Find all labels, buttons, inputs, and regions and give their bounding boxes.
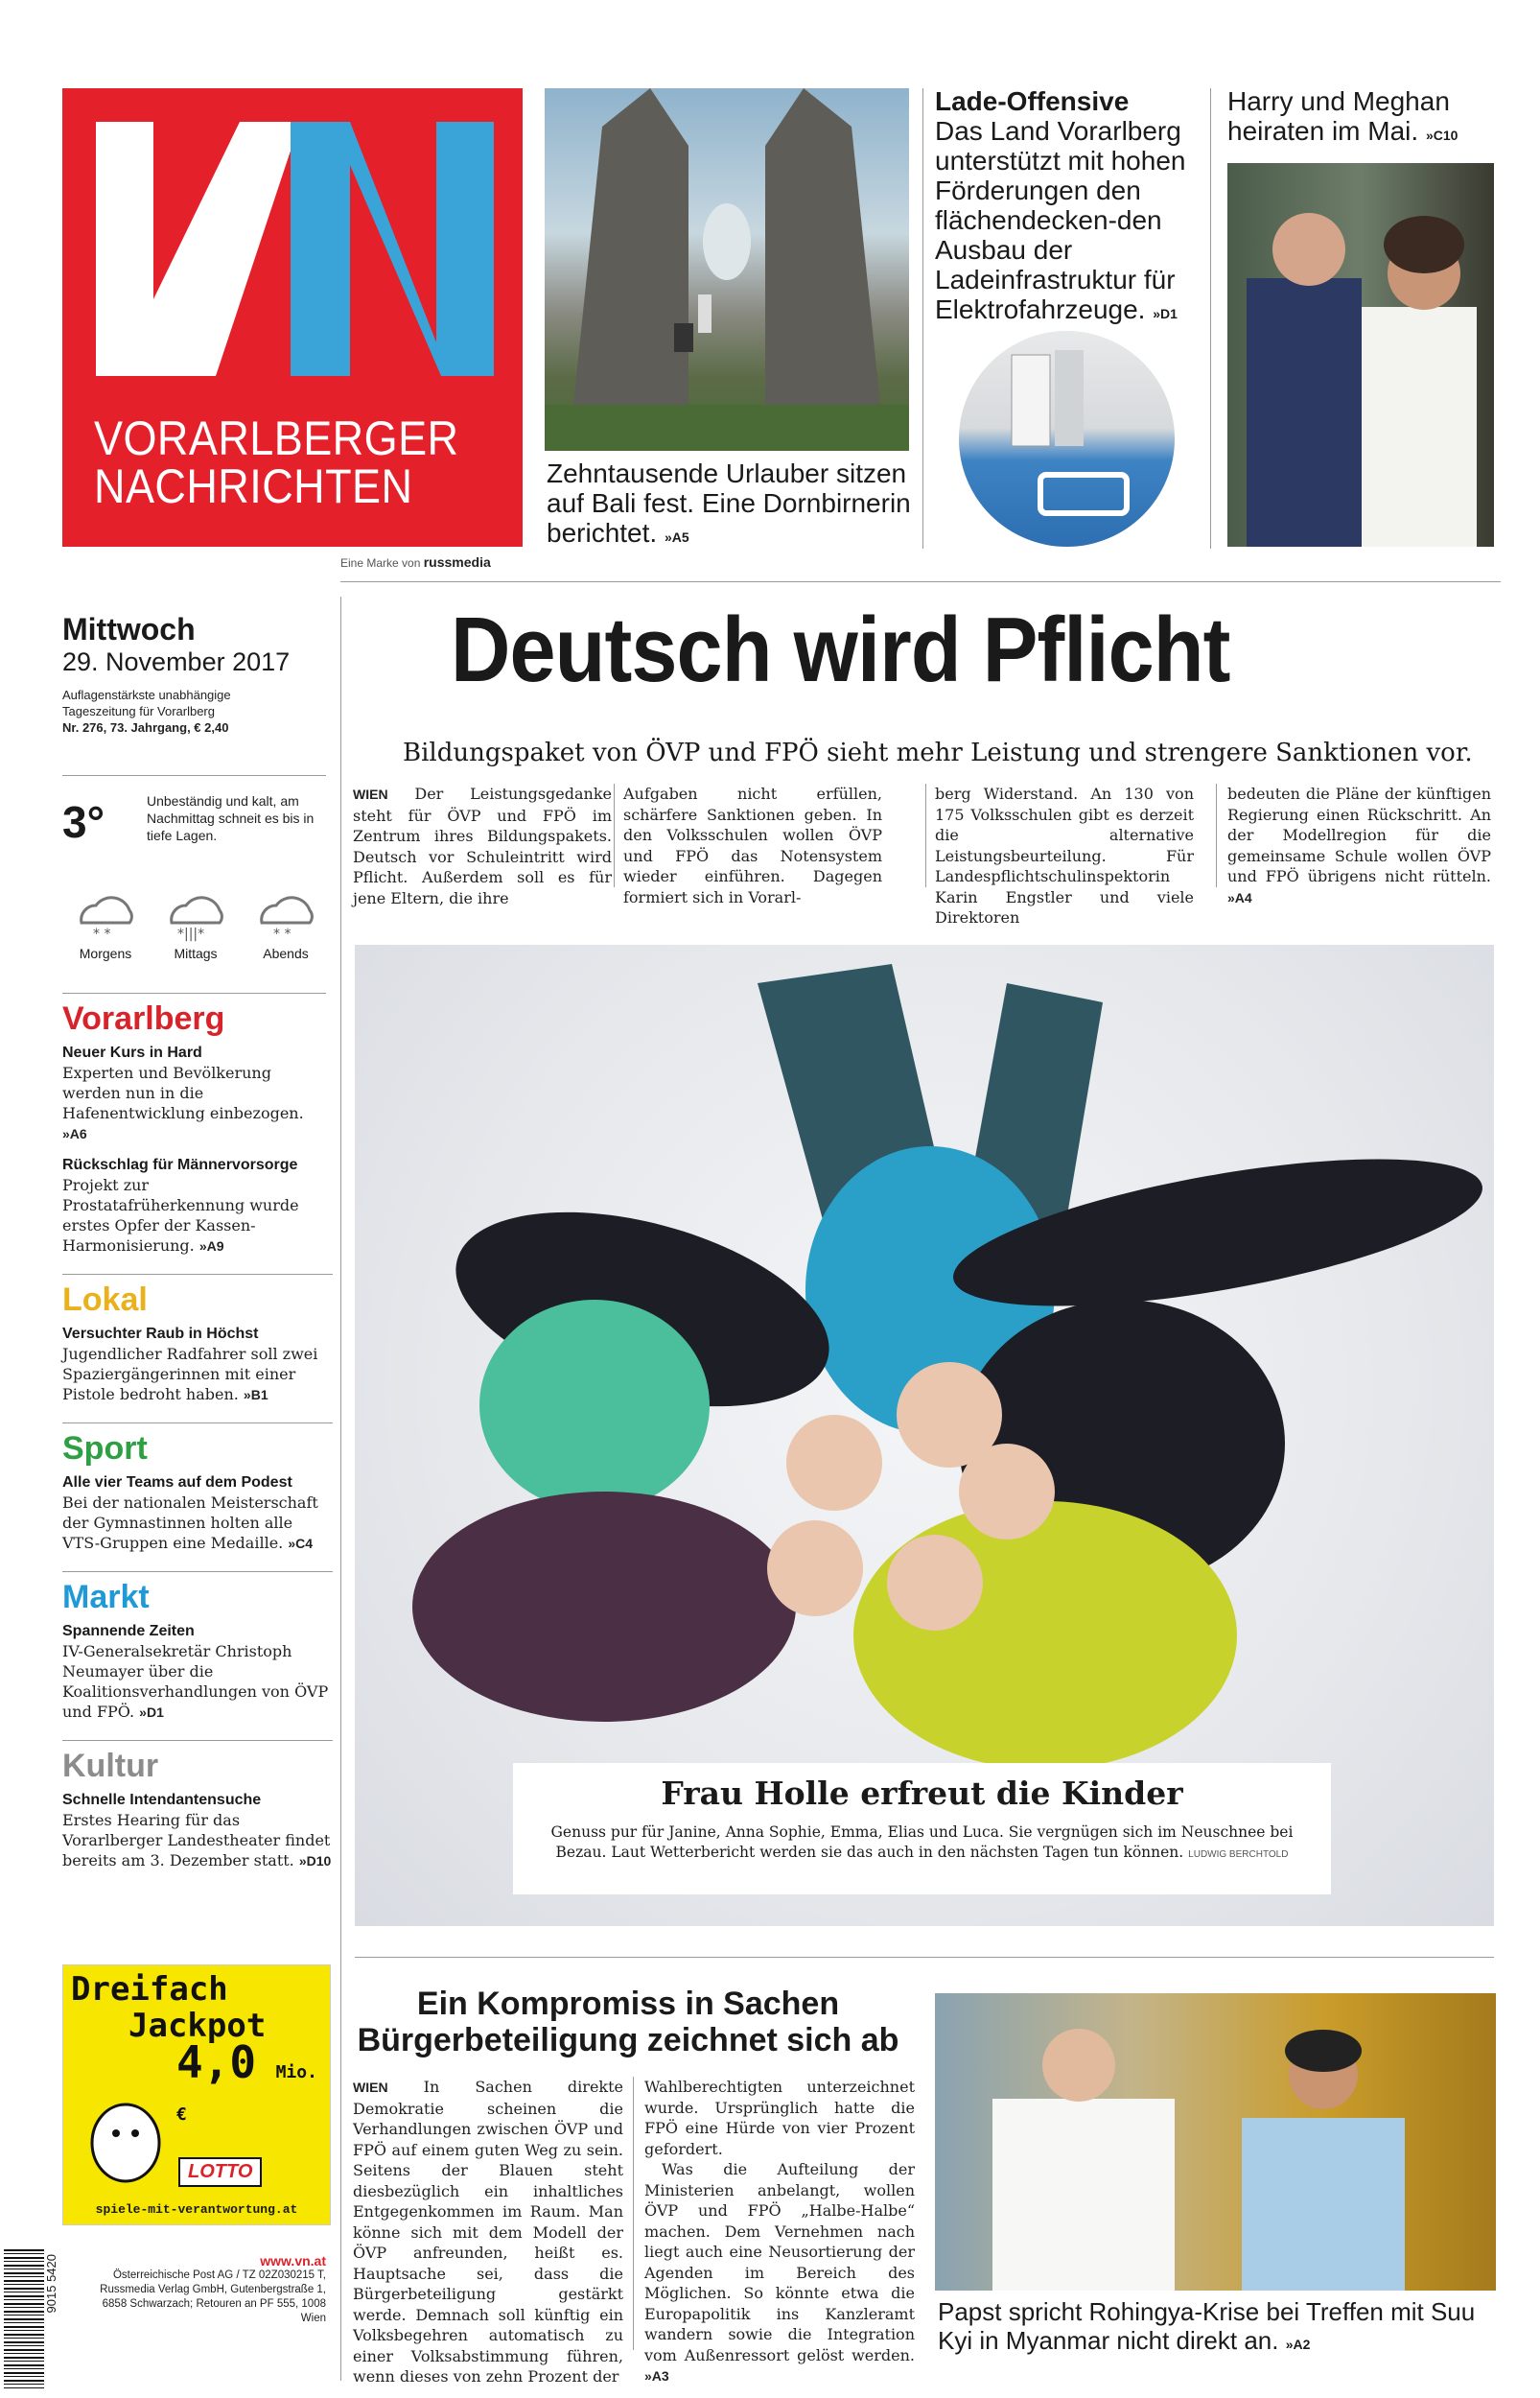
weather-noon: *|||* Mittags (152, 884, 239, 961)
photo-caption-text: Genuss pur für Janine, Anna Sophie, Emma, Elias und Luca. Sie vergnügen sich im Neuschnee bei Bezau. Laut Wetterbericht werden sie das auch in den nächsten Tagen tun können. LUDWIG BERCHTOLD (550, 1823, 1294, 1861)
svg-text:*|||*: *|||* (177, 927, 205, 942)
barcode (4, 2249, 44, 2388)
pope-meeting-illustration (935, 1993, 1496, 2291)
temperature: 3° (62, 797, 105, 847)
svg-text:* *: * * (93, 927, 111, 942)
weather-morning: * * Morgens (62, 884, 149, 961)
pope-teaser[interactable]: Papst spricht Rohingya-Krise bei Treffen mit Suu Kyi in Myanmar nicht direkt an. »A2 (938, 2297, 1476, 2355)
charging-station-photo[interactable] (959, 331, 1175, 547)
tagline: Auflagenstärkste unabhängige Tageszeitung für Vorarlberg Nr. 276, 73. Jahrgang, € 2,40 (62, 688, 231, 735)
date-box (62, 612, 331, 736)
temple-gate-illustration (545, 88, 909, 451)
weather-evening: * * Abends (243, 884, 329, 961)
section-lokal[interactable]: Lokal Versuchter Raub in Höchst Jugendlicher Radfahrer soll zwei Spaziergängerinnen mit einer Pistole bedroht haben. »B1 (62, 1281, 318, 1403)
lotto-logo: LOTTO (178, 2157, 262, 2187)
snow-cloud-icon (252, 884, 319, 942)
lotto-mascot-icon (73, 2090, 178, 2186)
rain-snow-cloud-icon (162, 884, 229, 942)
couple-illustration (1227, 163, 1494, 547)
pope-suu-kyi-photo[interactable] (935, 1993, 1496, 2291)
issue-date: 29. November 2017 (62, 647, 291, 676)
snow-cloud-icon (72, 884, 139, 942)
bottom-col-1: WIEN In Sachen direkte Demokratie scheinen die Verhandlungen zwischen ÖVP und FPÖ auf einem guten Weg zu sein. Seitens der Blauen steht diesbezüglich ein inhaltliches Entgegenkommen im Raum. Man könne sich mit dem Modell der ÖVP anfreunden, heißt es. Hauptsache sei, dass die Bürgerbeteiligung gestärkt werde. Demnach soll künftig ein Volksbegehren automatisch zu einer Volksabstimmung führen, wenn dieses von zehn Prozent der (353, 2078, 624, 2386)
lead-subhead: Bildungspaket von ÖVP und FPÖ sieht mehr Leistung und strengere Sanktionen vor. (403, 739, 1473, 767)
imprint: www.vn.at Österreichische Post AG / TZ 02Z030215 T, Russmedia Verlag GmbH, Gutenbergstraße 1, 6858 Schwarzach; Retouren an PF 555, 1008 Wien (86, 2254, 326, 2326)
lead-col-4: bedeuten die Pläne der künftigen Regierung einen Rückschritt. An der Modellregion für die gemeinsame Schule wollen ÖVP und FPÖ übrigens nicht rütteln. »A4 (1227, 785, 1491, 905)
weekday: Mittwoch (62, 612, 196, 647)
photo-caption-title[interactable]: Frau Holle erfreut die Kinder (661, 1775, 1183, 1812)
barcode-number: 9015 5420 (44, 2254, 58, 2314)
bali-teaser[interactable]: Zehntausende Urlauber sitzen auf Bali fest. Eine Dornbirnerin berichtet. »A5 (547, 458, 911, 548)
brand-line: Eine Marke von russmedia (340, 554, 491, 570)
lead-col-2: Aufgaben nicht erfüllen, schärfere Sanktionen geben. In den Volksschulen wollen ÖVP und FPÖ das Notensystem wieder einführen. Dagegen formiert sich in Vorarl- (623, 785, 882, 906)
bottom-headline[interactable]: Ein Kompromiss in Sachen Bürgerbeteiligung zeichnet sich ab (357, 1986, 899, 2058)
section-sport[interactable]: Sport Alle vier Teams auf dem Podest Bei der nationalen Meisterschaft der Gymnastinnen holten alle VTS-Gruppen eine Medaille. »C4 (62, 1430, 318, 1552)
lead-col-3: berg Widerstand. An 130 von 175 Volksschulen gibt es derzeit die alternative Leistungsbeurteilung. Für Landespflichtschulinspektorin Karin Engstler und viele Direktoren (935, 785, 1194, 927)
bali-temple-photo[interactable] (545, 88, 909, 451)
section-index (62, 999, 333, 1871)
bottom-col-2: Wahlberechtigten unterzeichnet wurde. Ursprünglich hatte die FPÖ eine Hürde von vier Prozent gefordert. Was die Aufteilung der Ministerien anbelangt, wollen ÖVP und FPÖ „Halbe-Halbe“ machen. Dem Vernehmen nach liegt auch eine Neusortierung der Agenden im Bereich des Möglichen. So könnte etwa die Europapolitik ins Kanzleramt wandern sowie die Integration vom Außenressort gelöst werden. »A3 (644, 2078, 915, 2384)
e-charging-icon (959, 331, 1175, 547)
lead-col-1: WIEN Der Leistungsgedanke steht für ÖVP und FPÖ im Zentrum ihres Bildungspakets. Deutsch vor Schuleintritt wird Pflicht. Außerdem soll es für jene Eltern, die ihre (353, 785, 612, 907)
lotto-headline: Dreifach Jackpot 4,0 Mio. € (71, 1970, 317, 2125)
weather-text: Unbeständig und kalt, am Nachmittag schneit es bis in tiefe Lagen. (147, 793, 315, 843)
section-kultur[interactable]: Kultur Schnelle Intendantensuche Erstes Hearing für das Vorarlberger Landestheater findet bereits am 3. Dezember statt. »D10 (62, 1748, 332, 1869)
lade-teaser[interactable]: Lade-Offensive Das Land Vorarlberg unterstützt mit hohen Förderungen den flächendecken-den Ausbau der Ladeinfrastruktur für Elektrofahrzeuge. »D1 (935, 86, 1186, 324)
vn-logo-mark (62, 88, 523, 414)
weather-periods (62, 884, 329, 961)
vn-logo[interactable] (62, 88, 523, 547)
logo-wordmark: VORARLBERGER NACHRICHTEN (94, 411, 459, 513)
website-link[interactable]: www.vn.at (260, 2253, 326, 2269)
svg-text:* *: * * (273, 927, 292, 942)
harry-meghan-teaser[interactable]: Harry und Meghan heiraten im Mai. »C10 (1227, 86, 1458, 146)
lotto-url[interactable]: spiele-mit-verantwortung.at (95, 2202, 298, 2217)
harry-meghan-photo[interactable] (1227, 163, 1494, 547)
lead-headline[interactable]: Deutsch wird Pflicht (451, 599, 1230, 701)
lotto-ad[interactable] (62, 1964, 331, 2225)
section-vorarlberg[interactable]: Vorarlberg Neuer Kurs in Hard Experten und Bevölkerung werden nun in die Hafenentwicklung einbezogen. »A6 Rückschlag für Männervorsorge Projekt zur Prostatafrüherkennung wurde erstes Opfer der Kassen-Harmonisierung. »A9 (62, 1000, 304, 1255)
photo-caption-box (513, 1763, 1331, 1894)
section-markt[interactable]: Markt Spannende Zeiten IV-Generalsekretär Christoph Neumayer über die Koalitionsverhandlungen von ÖVP und FPÖ. »D1 (62, 1579, 329, 1721)
